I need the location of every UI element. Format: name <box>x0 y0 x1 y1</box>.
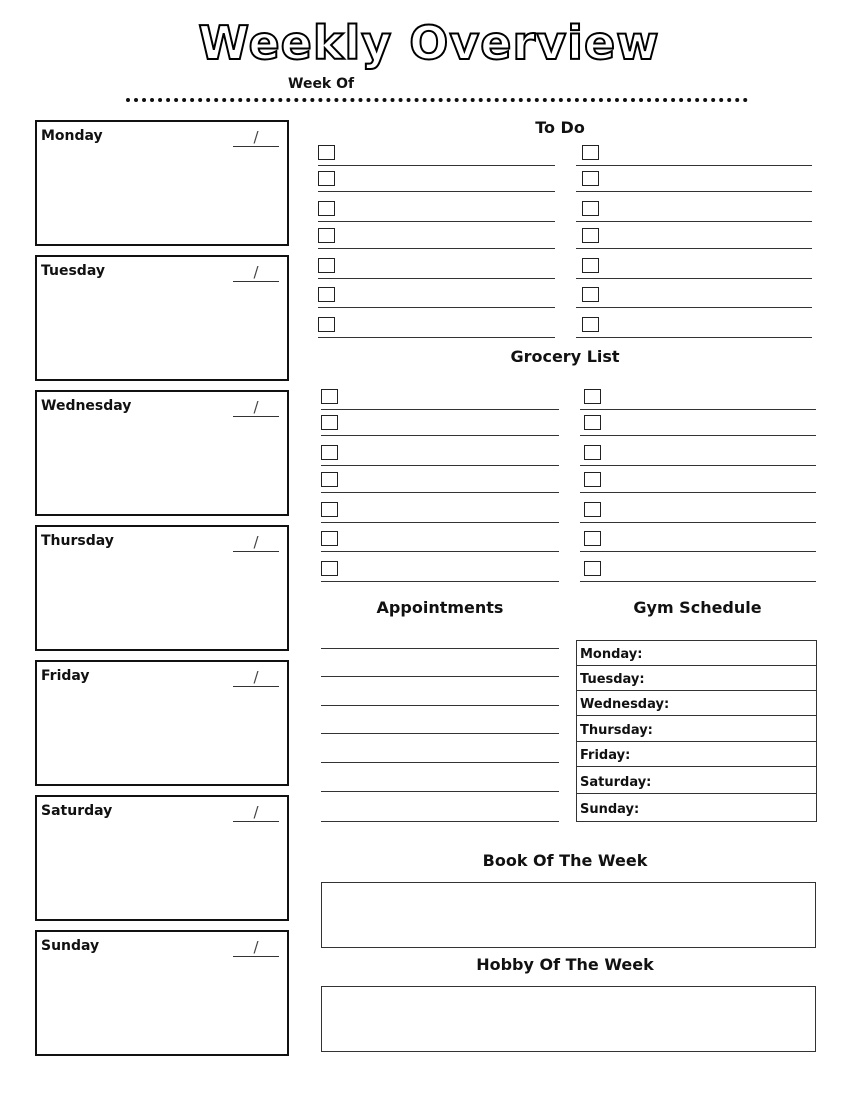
todo-checkbox[interactable] <box>318 287 335 302</box>
gym-row-friday[interactable]: Friday: <box>577 742 816 767</box>
week-of-dotted-line <box>126 98 748 102</box>
gym-row-wednesday[interactable]: Wednesday: <box>577 691 816 716</box>
grocery-line[interactable] <box>321 522 559 523</box>
day-label: Monday <box>41 128 103 144</box>
day-label: Wednesday <box>41 398 132 414</box>
grocery-checkbox[interactable] <box>584 389 601 404</box>
gym-row-saturday[interactable]: Saturday: <box>577 769 816 794</box>
day-label: Sunday <box>41 938 100 954</box>
grocery-line[interactable] <box>321 435 559 436</box>
todo-checkbox[interactable] <box>582 201 599 216</box>
appointment-line[interactable] <box>321 821 559 822</box>
grocery-checkbox[interactable] <box>584 445 601 460</box>
todo-line[interactable] <box>318 191 555 192</box>
grocery-checkbox[interactable] <box>321 531 338 546</box>
appointment-line[interactable] <box>321 791 559 792</box>
book-title: Book Of The Week <box>482 851 648 870</box>
day-label: Tuesday <box>41 263 105 279</box>
grocery-line[interactable] <box>580 581 816 582</box>
day-label: Thursday <box>41 533 114 549</box>
grocery-checkbox[interactable] <box>584 531 601 546</box>
day-label: Friday <box>41 668 90 684</box>
appointment-line[interactable] <box>321 762 559 763</box>
todo-checkbox[interactable] <box>318 201 335 216</box>
todo-line[interactable] <box>576 307 812 308</box>
todo-checkbox[interactable] <box>582 171 599 186</box>
grocery-checkbox[interactable] <box>321 445 338 460</box>
grocery-checkbox[interactable] <box>321 472 338 487</box>
page-title: Weekly Overview <box>198 16 660 70</box>
todo-line[interactable] <box>318 165 555 166</box>
date-field[interactable]: / <box>233 803 279 822</box>
todo-line[interactable] <box>576 191 812 192</box>
grocery-line[interactable] <box>321 581 559 582</box>
todo-checkbox[interactable] <box>318 145 335 160</box>
todo-line[interactable] <box>576 221 812 222</box>
week-of-label: Week Of <box>288 76 355 92</box>
gym-schedule-table <box>576 640 817 822</box>
grocery-checkbox[interactable] <box>584 415 601 430</box>
todo-line[interactable] <box>576 248 812 249</box>
todo-checkbox[interactable] <box>318 228 335 243</box>
gym-row-tuesday[interactable]: Tuesday: <box>577 666 816 691</box>
hobby-box[interactable] <box>321 986 816 1052</box>
date-field[interactable]: / <box>233 128 279 147</box>
day-label: Saturday <box>41 803 113 819</box>
grocery-checkbox[interactable] <box>321 389 338 404</box>
book-box[interactable] <box>321 882 816 948</box>
grocery-line[interactable] <box>580 409 816 410</box>
day-box-monday[interactable] <box>35 120 289 246</box>
todo-line[interactable] <box>318 248 555 249</box>
todo-checkbox[interactable] <box>582 228 599 243</box>
hobby-title: Hobby Of The Week <box>476 955 654 974</box>
gym-row-sunday[interactable]: Sunday: <box>580 802 640 817</box>
grocery-checkbox[interactable] <box>584 561 601 576</box>
day-box-friday[interactable] <box>35 660 289 786</box>
grocery-line[interactable] <box>580 551 816 552</box>
grocery-checkbox[interactable] <box>584 502 601 517</box>
gym-row-monday[interactable]: Monday: <box>577 641 816 666</box>
appointments-title: Appointments <box>376 598 504 617</box>
gym-row-thursday[interactable]: Thursday: <box>577 717 816 742</box>
grocery-title: Grocery List <box>510 347 620 366</box>
todo-title: To Do <box>535 118 585 137</box>
date-field[interactable]: / <box>233 938 279 957</box>
todo-checkbox[interactable] <box>318 171 335 186</box>
grocery-line[interactable] <box>321 409 559 410</box>
grocery-line[interactable] <box>321 465 559 466</box>
day-box-tuesday[interactable] <box>35 255 289 381</box>
todo-line[interactable] <box>318 337 555 338</box>
todo-checkbox[interactable] <box>582 317 599 332</box>
todo-checkbox[interactable] <box>318 317 335 332</box>
date-field[interactable]: / <box>233 533 279 552</box>
grocery-line[interactable] <box>321 551 559 552</box>
appointment-line[interactable] <box>321 648 559 649</box>
todo-checkbox[interactable] <box>582 258 599 273</box>
grocery-checkbox[interactable] <box>321 502 338 517</box>
appointment-line[interactable] <box>321 705 559 706</box>
todo-checkbox[interactable] <box>318 258 335 273</box>
grocery-line[interactable] <box>580 465 816 466</box>
todo-line[interactable] <box>576 278 812 279</box>
todo-line[interactable] <box>576 337 812 338</box>
todo-line[interactable] <box>318 307 555 308</box>
appointment-line[interactable] <box>321 676 559 677</box>
date-field[interactable]: / <box>233 668 279 687</box>
grocery-line[interactable] <box>321 492 559 493</box>
date-field[interactable]: / <box>233 398 279 417</box>
todo-checkbox[interactable] <box>582 145 599 160</box>
day-box-thursday[interactable] <box>35 525 289 651</box>
gym-title: Gym Schedule <box>633 598 762 617</box>
grocery-checkbox[interactable] <box>321 561 338 576</box>
day-box-saturday[interactable] <box>35 795 289 921</box>
todo-checkbox[interactable] <box>582 287 599 302</box>
grocery-checkbox[interactable] <box>584 472 601 487</box>
date-field[interactable]: / <box>233 263 279 282</box>
appointment-line[interactable] <box>321 733 559 734</box>
grocery-checkbox[interactable] <box>321 415 338 430</box>
todo-line[interactable] <box>576 165 812 166</box>
day-box-wednesday[interactable] <box>35 390 289 516</box>
day-box-sunday[interactable] <box>35 930 289 1056</box>
grocery-line[interactable] <box>580 435 816 436</box>
todo-line[interactable] <box>318 221 555 222</box>
grocery-line[interactable] <box>580 492 816 493</box>
todo-line[interactable] <box>318 278 555 279</box>
grocery-line[interactable] <box>580 522 816 523</box>
